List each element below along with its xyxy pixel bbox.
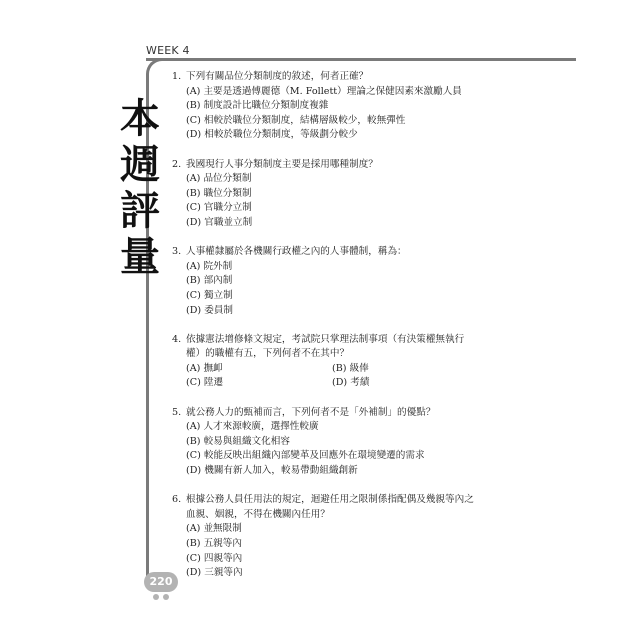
option-a: (A) 人才來源較廣，選擇性較廣 <box>186 421 319 433</box>
option-c: (C) 較能反映出組織內部變革及回應外在環境變遷的需求 <box>186 450 425 462</box>
page-badge-foot-right <box>163 594 169 600</box>
question-number: 2. <box>172 158 182 170</box>
option-b: (B) 部內制 <box>186 275 233 287</box>
question-1 <box>172 70 512 143</box>
option-a: (A) 並無限制 <box>186 523 242 535</box>
option-b: (B) 較易與組織文化相容 <box>186 435 290 447</box>
question-list <box>172 70 512 581</box>
page-number-badge: 220 <box>144 572 178 592</box>
question-number: 4. <box>172 333 182 345</box>
option-d: (D) 三親等內 <box>186 567 243 579</box>
question-2 <box>172 158 512 231</box>
question-stem-line: 依據憲法增修條文規定，考試院只掌理法制事項（有決策權無執行 <box>186 333 465 345</box>
option-c: (C) 獨立制 <box>186 289 233 301</box>
question-stem-line: 血親、姻親，不得在機關內任用？ <box>186 508 330 520</box>
week-label: WEEK 4 <box>146 44 190 57</box>
option-b: (B) 級俸 <box>332 362 369 374</box>
question-number: 3. <box>172 246 182 258</box>
question-stem: 下列有關品位分類制度的敘述，何者正確？ <box>186 71 369 82</box>
header-rule <box>146 58 576 61</box>
question-3 <box>172 245 512 318</box>
option-a: (A) 品位分類制 <box>186 173 252 185</box>
option-b: (B) 制度設計比職位分類制度複雜 <box>186 100 329 112</box>
option-b: (B) 職位分類制 <box>186 187 252 199</box>
question-stem: 人事權隸屬於各機關行政權之內的人事體制，稱為： <box>186 246 407 258</box>
option-a: (A) 撫卹 <box>186 362 223 374</box>
option-c: (C) 相較於職位分類制度，結構層級較少，較無彈性 <box>186 114 406 126</box>
section-title-char: 評 <box>120 188 160 234</box>
option-d: (D) 相較於職位分類制度，等級劃分較少 <box>186 129 358 141</box>
section-title-char: 量 <box>120 234 160 280</box>
question-5 <box>172 406 512 479</box>
question-stem: 我國現行人事分類制度主要是採用哪種制度？ <box>186 158 378 170</box>
section-title-vertical <box>118 96 162 280</box>
option-d: (D) 機關有新人加入，較易帶動組織創新 <box>186 465 358 477</box>
option-d: (D) 考績 <box>332 377 370 389</box>
option-c: (C) 陞遷 <box>186 377 224 389</box>
question-6 <box>172 493 512 581</box>
option-d: (D) 委員制 <box>186 304 234 316</box>
question-stem: 就公務人力的甄補而言，下列何者不是「外補制」的優點？ <box>186 406 436 418</box>
page-badge-foot-left <box>153 594 159 600</box>
option-c: (C) 官職分立制 <box>186 202 252 214</box>
option-d: (D) 官職並立制 <box>186 216 253 228</box>
option-grid <box>172 362 512 391</box>
question-number: 1. <box>172 71 182 82</box>
option-c: (C) 四親等內 <box>186 552 243 564</box>
question-stem <box>186 333 512 362</box>
option-b: (B) 五親等內 <box>186 538 242 549</box>
question-number: 5. <box>172 406 182 418</box>
option-a: (A) 院外制 <box>186 260 233 272</box>
section-title-char: 本 <box>120 96 160 142</box>
option-a: (A) 主要是透過傅麗德（M. Follett）理論之保健因素來激勵人員 <box>186 85 462 97</box>
question-number: 6. <box>172 494 182 506</box>
section-title-char: 週 <box>120 142 160 188</box>
question-stem-line: 根據公務人員任用法的規定，迴避任用之限制係指配偶及幾親等內之 <box>186 494 474 506</box>
question-stem-line: 權）的職權有五，下列何者不在其中？ <box>186 348 350 360</box>
question-4 <box>172 333 512 391</box>
question-stem <box>186 493 512 522</box>
